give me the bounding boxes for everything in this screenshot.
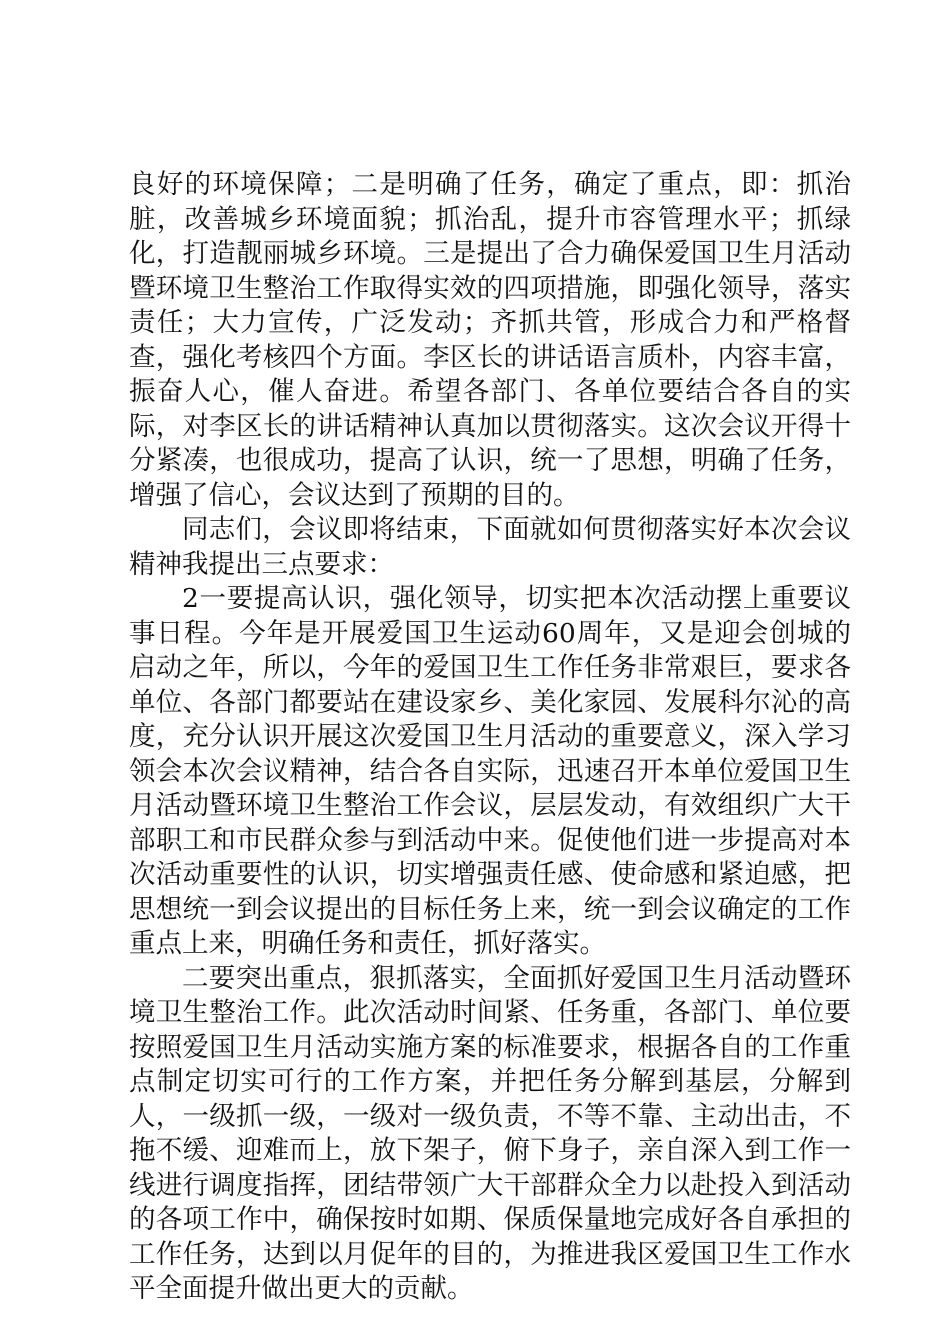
paragraph-environment-summary: 良好的环境保障；二是明确了任务，确定了重点，即：抓治脏，改善城乡环境面貌；抓治乱，提升市容管理水平；抓绿化，打造靓丽城乡环境。三是提出了合力确保爱国卫生月活动暨环境卫生整治工作取得实效的四项措施，即强化领导，落实责任；大力宣传，广泛发动；齐抓共管，形成合力和严格督查，强化考核四个方面。李区长的讲话语言质朴，内容丰富，振奋人心，催人奋进。希望各部门、各单位要结合各自的实际，对李区长的讲话精神认真加以贯彻落实。这次会议开得十分紧凑，也很成功，提高了认识，统一了思想，明确了任务，增强了信心，会议达到了预期的目的。 bbox=[129, 169, 851, 511]
paragraph-requirement-two: 二要突出重点，狠抓落实，全面抓好爱国卫生月活动暨环境卫生整治工作。此次活动时间紧、任务重，各部门、单位要按照爱国卫生月活动实施方案的标准要求，根据各自的工作重点制定切实可行的工作方案，并把任务分解到基层，分解到人，一级抓一级，一级对一级负责，不等不靠、主动出击，不拖不缓、迎难而上，放下架子，俯下身子，亲自深入到工作一线进行调度指挥，团结带领广大干部群众全力以赴投入到活动的各项工作中，确保按时如期、保质保量地完成好各自承担的工作任务，达到以月促年的目的，为推进我区爱国卫生工作水平全面提升做出更大的贡献。 bbox=[129, 962, 851, 1304]
document-body bbox=[129, 168, 851, 1307]
paragraph-requirement-one: 2一要提高认识，强化领导，切实把本次活动摆上重要议事日程。今年是开展爱国卫生运动60周年，又是迎会创城的启动之年，所以，今年的爱国卫生工作任务非常艰巨，要求各单位、各部门都要站在建设家乡、美化家园、发展科尔沁的高度，充分认识开展这次爱国卫生月活动的重要意义，深入学习领会本次会议精神，结合各自实际，迅速召开本单位爱国卫生月活动暨环境卫生整治工作会议，层层发动，有效组织广大干部职工和市民群众参与到活动中来。促使他们进一步提高对本次活动重要性的认识，切实增强责任感、使命感和紧迫感，把思想统一到会议提出的目标任务上来，统一到会议确定的工作重点上来，明确任务和责任，抓好落实。 bbox=[129, 583, 851, 959]
paragraph-closing-remarks: 同志们，会议即将结束，下面就如何贯彻落实好本次会议精神我提出三点要求： bbox=[129, 514, 851, 580]
